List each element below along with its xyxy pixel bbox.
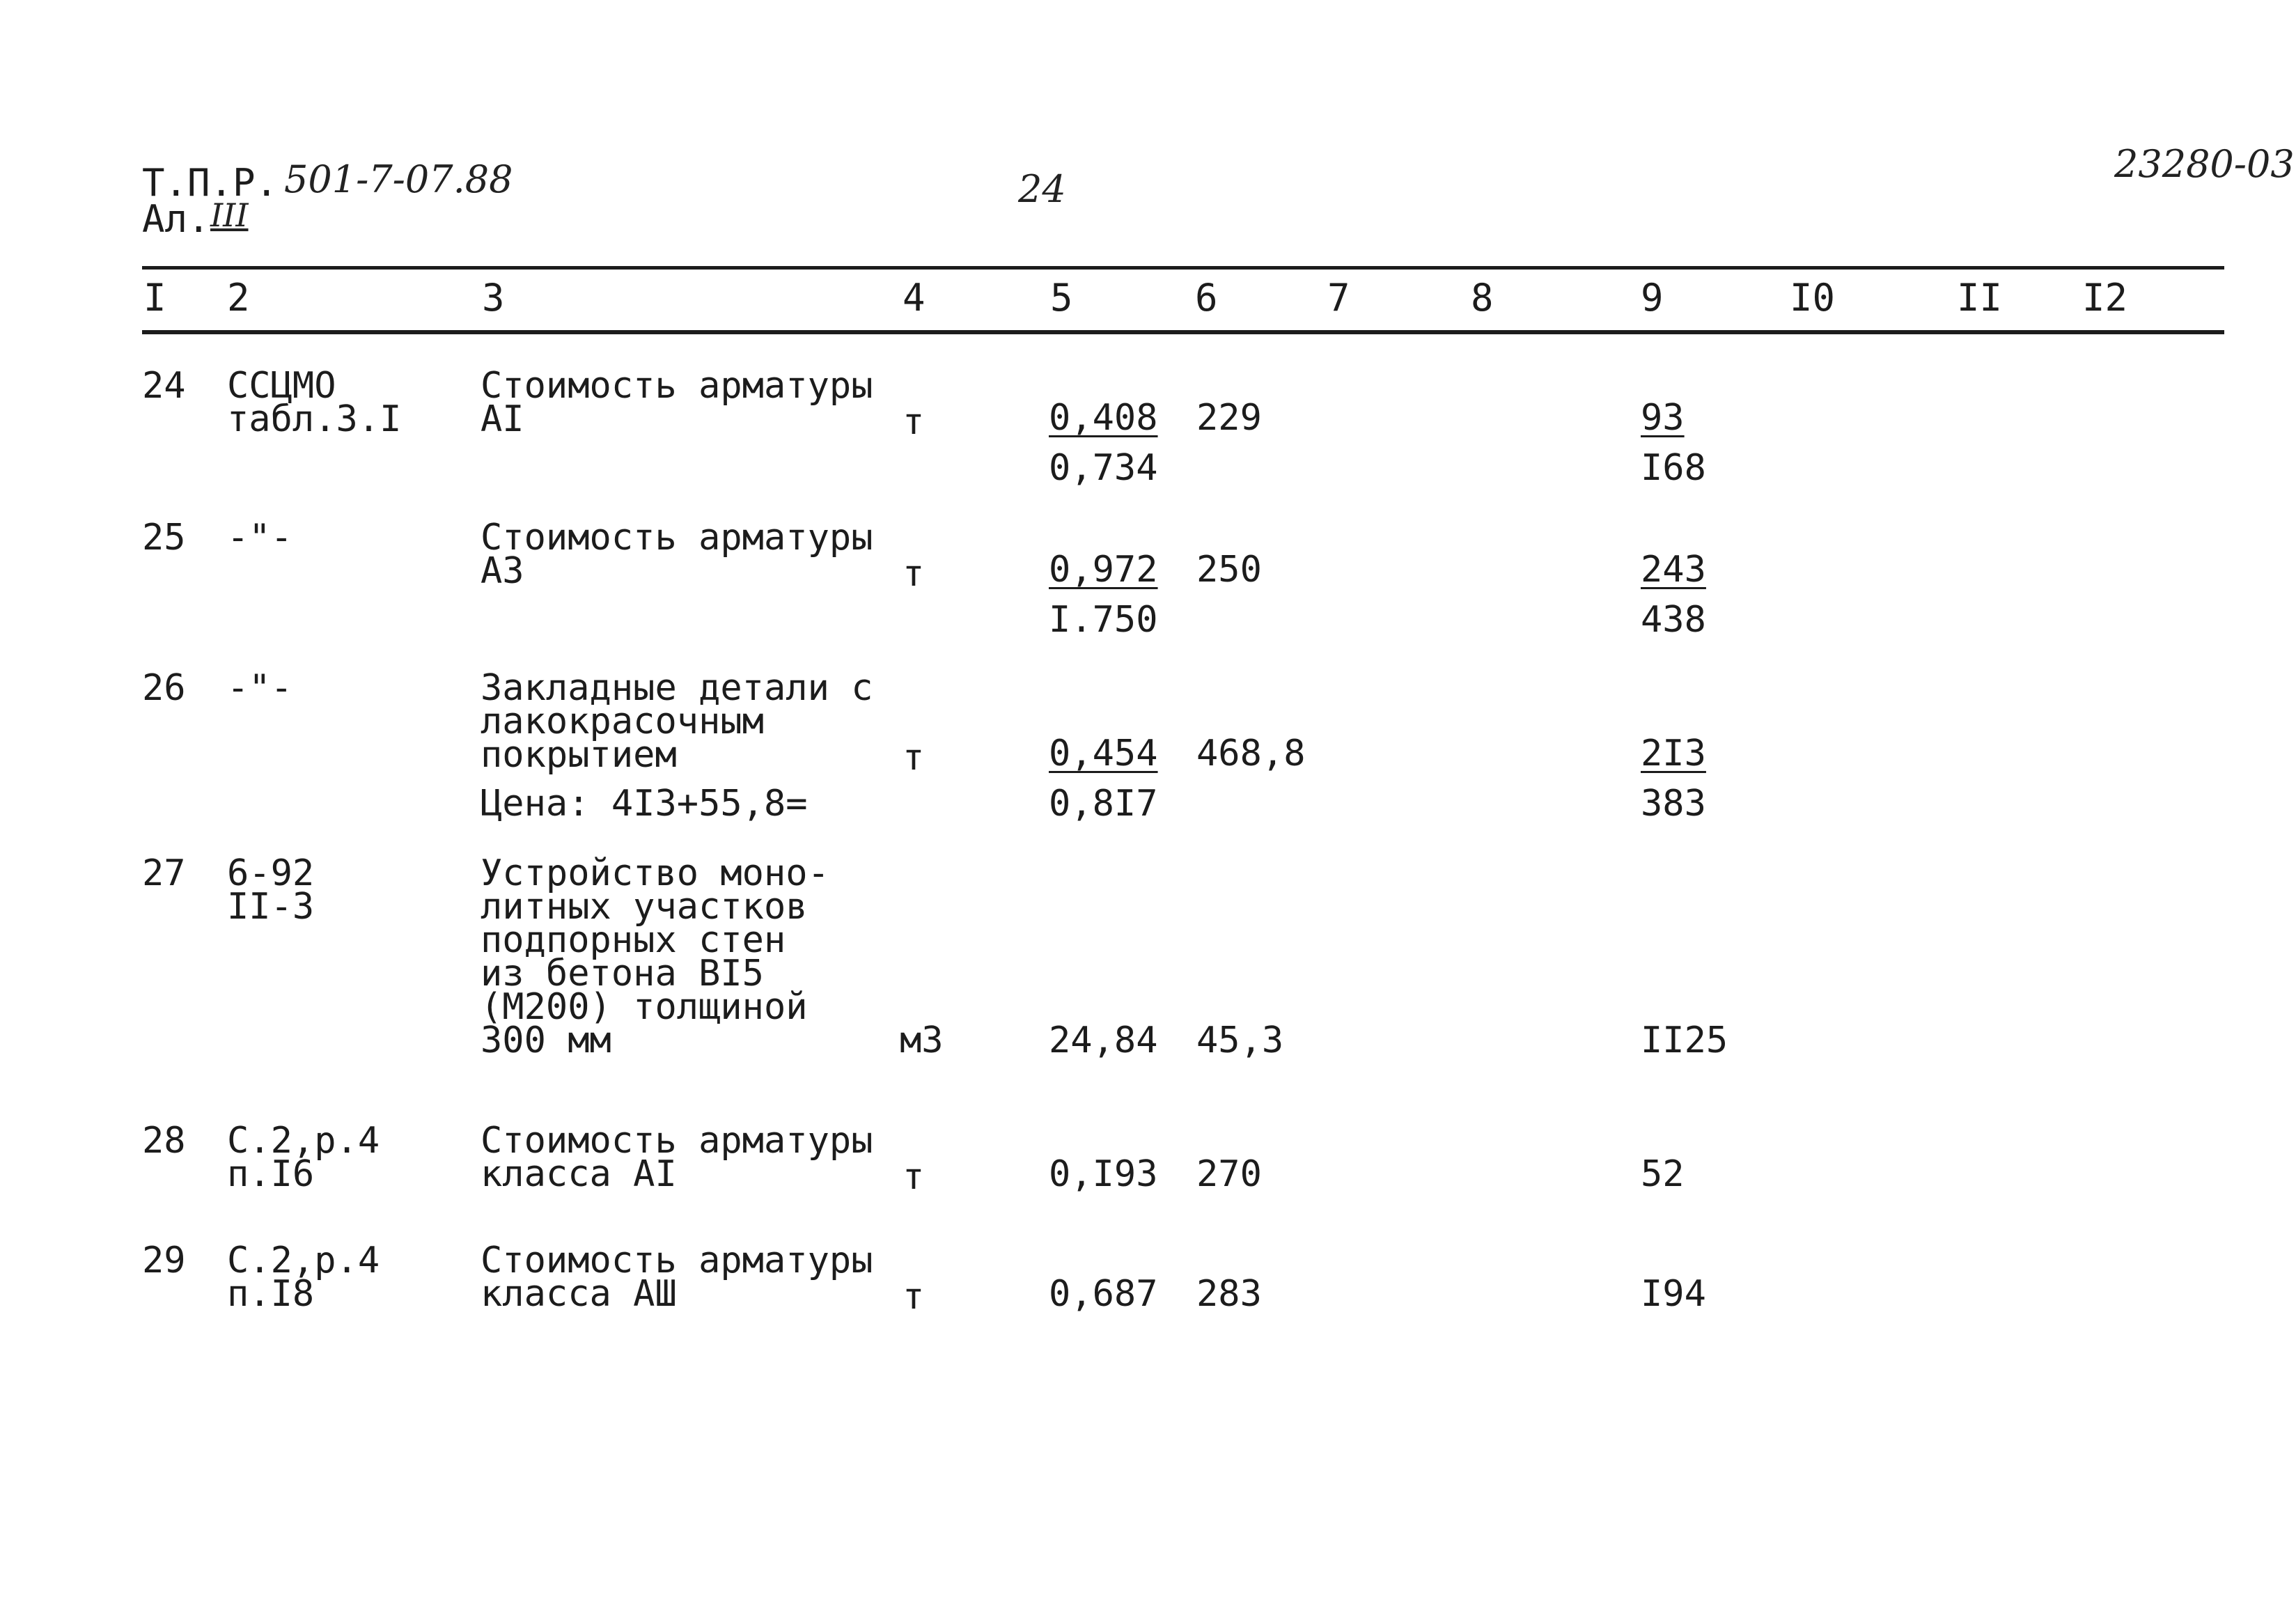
table-top-rule xyxy=(142,266,2224,270)
row-unit-price: 468,8 xyxy=(1196,733,1306,774)
row-code-line: С.2,р.4 xyxy=(227,1120,380,1162)
row-description-line: класса АI xyxy=(481,1153,677,1195)
row-quantity: 0,408 xyxy=(1049,397,1158,439)
row-total-secondary: I68 xyxy=(1641,447,1706,489)
row-description-line: литных участков xyxy=(481,886,808,928)
row-total: 2I3 xyxy=(1641,733,1706,774)
row-code-line: -"- xyxy=(227,667,292,709)
row-number: 28 xyxy=(142,1120,186,1162)
row-code-line: табл.3.I xyxy=(227,398,402,440)
row-description-line: лакокрасочным xyxy=(481,701,764,742)
column-header-7: 7 xyxy=(1327,276,1350,320)
column-header-6: 6 xyxy=(1195,276,1218,320)
row-unit-price: 250 xyxy=(1196,549,1262,591)
column-header-12: I2 xyxy=(2082,276,2128,320)
row-description-line: Стоимость арматуры xyxy=(481,517,873,559)
column-header-1: I xyxy=(143,276,166,320)
row-quantity: 0,454 xyxy=(1049,733,1158,774)
column-header-8: 8 xyxy=(1471,276,1494,320)
row-description-line: Закладные детали с xyxy=(481,667,873,709)
row-total-secondary: 383 xyxy=(1641,783,1706,825)
column-header-11: II xyxy=(1957,276,2003,320)
row-code-line: п.I8 xyxy=(227,1273,315,1315)
row-unit: т xyxy=(903,737,925,779)
row-description-line: Устройство моно- xyxy=(481,852,829,894)
row-unit: т xyxy=(903,553,925,595)
column-header-10: I0 xyxy=(1790,276,1836,320)
row-code-line: С.2,р.4 xyxy=(227,1240,380,1281)
column-header-2: 2 xyxy=(227,276,250,320)
header-label-al: Ал. xyxy=(142,197,210,241)
row-description-line: Стоимость арматуры xyxy=(481,365,873,407)
row-total: 52 xyxy=(1641,1153,1685,1195)
column-header-4: 4 xyxy=(903,276,926,320)
row-code-line: -"- xyxy=(227,517,292,559)
column-header-9: 9 xyxy=(1641,276,1664,320)
row-description-line: АI xyxy=(481,398,524,440)
column-header-5: 5 xyxy=(1050,276,1073,320)
row-unit-price: 270 xyxy=(1196,1153,1262,1195)
row-description-line: Стоимость арматуры xyxy=(481,1240,873,1281)
row-quantity-secondary: 0,734 xyxy=(1049,447,1158,489)
row-description-line: покрытием xyxy=(481,734,677,776)
table-header-rule xyxy=(142,330,2224,334)
row-unit: т xyxy=(903,1156,925,1198)
row-quantity-secondary: 0,8I7 xyxy=(1049,783,1158,825)
row-description-line: 300 мм xyxy=(481,1020,611,1061)
row-quantity-secondary: I.750 xyxy=(1049,599,1158,641)
row-description-line: Стоимость арматуры xyxy=(481,1120,873,1162)
row-number: 25 xyxy=(142,517,186,559)
row-price-formula: Цена: 4I3+55,8= xyxy=(481,783,808,825)
document-code: 23280-03 xyxy=(2114,142,2295,186)
row-unit: т xyxy=(903,1276,925,1318)
row-total: 243 xyxy=(1641,549,1706,591)
row-code-line: II-3 xyxy=(227,886,315,928)
row-number: 27 xyxy=(142,852,186,894)
row-code-line: 6-92 xyxy=(227,852,315,894)
column-header-3: 3 xyxy=(482,276,505,320)
row-total: I94 xyxy=(1641,1273,1706,1315)
row-number: 26 xyxy=(142,667,186,709)
row-quantity: 0,972 xyxy=(1049,549,1158,591)
row-total-secondary: 438 xyxy=(1641,599,1706,641)
row-code-line: ССЦМО xyxy=(227,365,336,407)
row-description-line: класса АШ xyxy=(481,1273,677,1315)
row-total: II25 xyxy=(1641,1020,1728,1061)
row-unit: т xyxy=(903,401,925,443)
row-description-line: А3 xyxy=(481,550,524,592)
row-quantity: 0,I93 xyxy=(1049,1153,1158,1195)
row-description-line: из бетона ВI5 xyxy=(481,953,764,994)
row-number: 24 xyxy=(142,365,186,407)
row-description-line: подпорных стен xyxy=(481,919,786,961)
row-unit: м3 xyxy=(900,1020,944,1061)
row-description-line: (М200) толщиной xyxy=(481,986,808,1028)
row-unit-price: 229 xyxy=(1196,397,1262,439)
row-total: 93 xyxy=(1641,397,1685,439)
row-unit-price: 283 xyxy=(1196,1273,1262,1315)
album-number: III xyxy=(210,196,249,234)
header-label-tpr: Т.П.Р. xyxy=(142,161,279,205)
row-number: 29 xyxy=(142,1240,186,1281)
row-unit-price: 45,3 xyxy=(1196,1020,1284,1061)
project-number: 501-7-07.88 xyxy=(284,157,513,201)
row-code-line: п.I6 xyxy=(227,1153,315,1195)
page-number: 24 xyxy=(1018,167,1066,211)
row-quantity: 24,84 xyxy=(1049,1020,1158,1061)
row-quantity: 0,687 xyxy=(1049,1273,1158,1315)
